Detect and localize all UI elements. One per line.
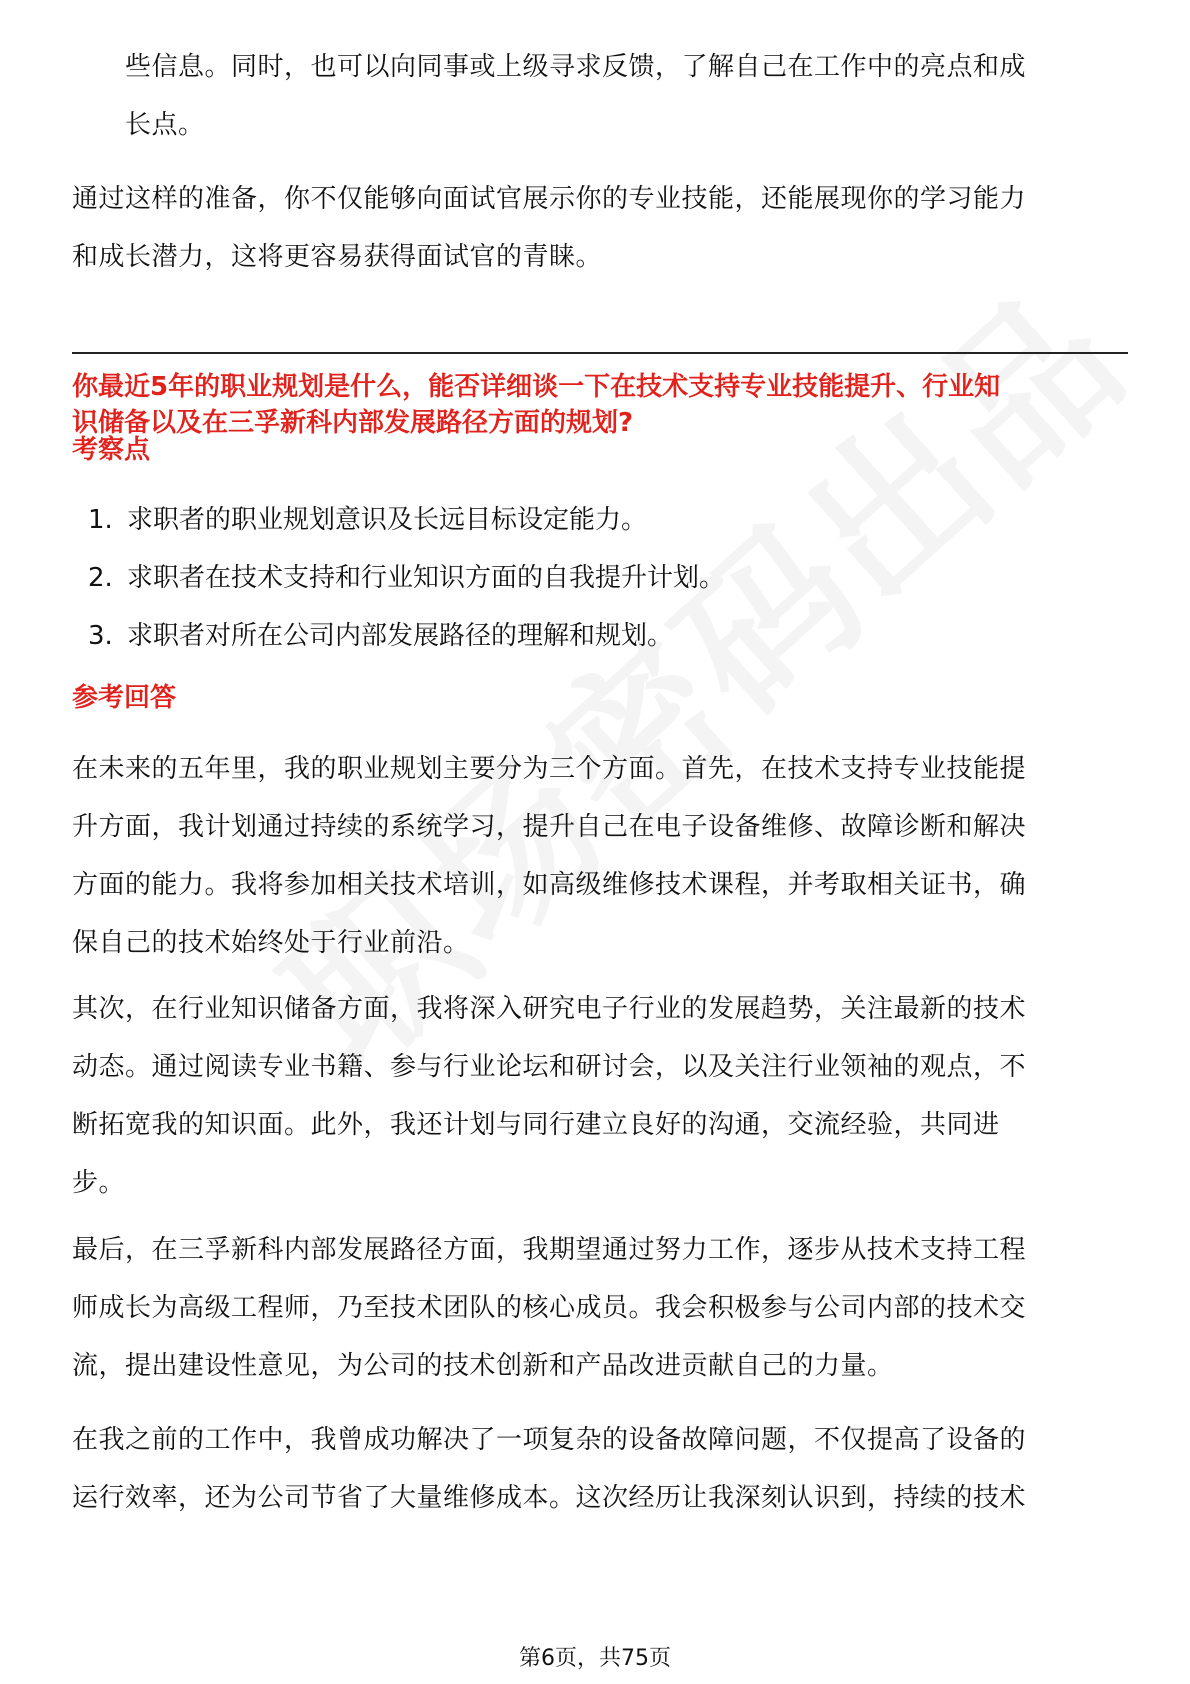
text-line: 升方面，我计划通过持续的系统学习，提升自己在电子设备维修、故障诊断和解决 (72, 812, 1027, 842)
list-number: 1. (88, 505, 113, 535)
text-line: 步。 (72, 1168, 126, 1198)
list-item (72, 500, 1132, 558)
text-line: 在未来的五年里，我的职业规划主要分为三个方面。首先，在技术支持专业技能提 (72, 754, 1027, 784)
interview-question (72, 369, 1132, 441)
text-line: 在我之前的工作中，我曾成功解决了一项复杂的设备故障问题，不仅提高了设备的 (72, 1425, 1027, 1455)
answer-paragraph-1 (72, 740, 1132, 972)
text-line: 动态。通过阅读专业书籍、参与行业论坛和研讨会，以及关注行业领袖的观点，不 (72, 1052, 1027, 1082)
answer-heading: 参考回答 (72, 683, 177, 713)
list-text: 求职者的职业规划意识及长远目标设定能力。 (127, 505, 648, 535)
text-line: 运行效率，还为公司节省了大量维修成本。这次经历让我深刻认识到，持续的技术 (72, 1483, 1027, 1513)
text-line: 些信息。同时，也可以向同事或上级寻求反馈，了解自己在工作中的亮点和成 (125, 52, 1027, 82)
section-divider (72, 352, 1128, 354)
text-line: 断拓宽我的知识面。此外，我还计划与同行建立良好的沟通，交流经验，共同进 (72, 1110, 1000, 1140)
text-line: 师成长为高级工程师，乃至技术团队的核心成员。我会积极参与公司内部的技术交 (72, 1293, 1027, 1323)
examination-list (72, 500, 1132, 674)
continuation-paragraph (125, 38, 1125, 154)
answer-paragraph-4 (72, 1411, 1132, 1527)
text-line: 方面的能力。我将参加相关技术培训，如高级维修技术课程，并考取相关证书，确 (72, 870, 1027, 900)
answer-paragraph-2 (72, 980, 1132, 1212)
answer-paragraph-3 (72, 1221, 1132, 1395)
summary-paragraph (72, 170, 1132, 286)
text-line: 最后，在三孚新科内部发展路径方面，我期望通过努力工作，逐步从技术支持工程 (72, 1235, 1027, 1265)
text-line: 通过这样的准备，你不仅能够向面试官展示你的专业技能，还能展现你的学习能力 (72, 184, 1027, 214)
question-line: 你最近5年的职业规划是什么，能否详细谈一下在技术支持专业技能提升、行业知 (72, 372, 1001, 402)
text-line: 其次，在行业知识储备方面，我将深入研究电子行业的发展趋势，关注最新的技术 (72, 994, 1027, 1024)
list-text: 求职者对所在公司内部发展路径的理解和规划。 (127, 621, 674, 651)
text-line: 流，提出建设性意见，为公司的技术创新和产品改进贡献自己的力量。 (72, 1351, 894, 1381)
examination-heading: 考察点 (72, 435, 151, 465)
text-line: 和成长潜力，这将更容易获得面试官的青睐。 (72, 242, 603, 272)
list-text: 求职者在技术支持和行业知识方面的自我提升计划。 (127, 563, 726, 593)
page-number: 第6页，共75页 (519, 1646, 671, 1671)
question-line: 识储备以及在三孚新科内部发展路径方面的规划? (72, 408, 634, 438)
text-line: 保自己的技术始终处于行业前沿。 (72, 928, 470, 958)
text-line: 长点。 (125, 110, 205, 140)
list-number: 3. (88, 621, 113, 651)
list-item (72, 616, 1132, 674)
list-item (72, 558, 1132, 616)
list-number: 2. (88, 563, 113, 593)
